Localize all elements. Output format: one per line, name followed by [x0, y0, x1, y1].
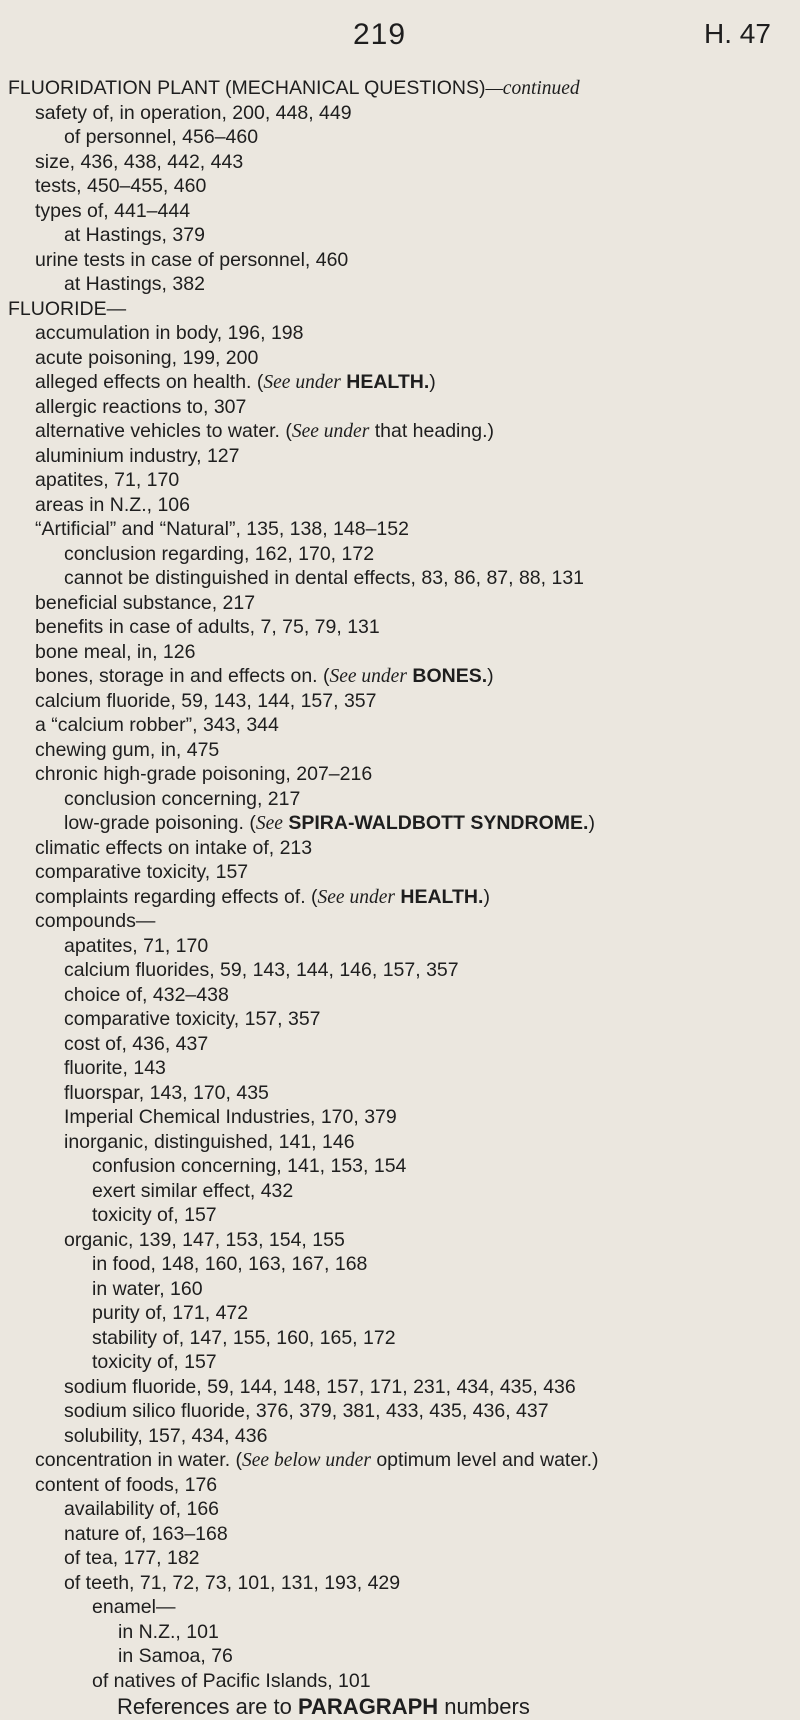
entry-text: at Hastings, 379 — [64, 224, 205, 246]
index-entry — [0, 223, 800, 248]
entry-text: in N.Z., 101 — [118, 1620, 219, 1643]
entry-text: bones, storage in and effects on. ( — [35, 665, 330, 687]
entry-text: apatites, 71, 170 — [35, 469, 180, 491]
entry-cross-reference: See under — [263, 372, 341, 393]
entry-text: availability of, 166 — [64, 1498, 220, 1520]
index-entry — [0, 1032, 800, 1057]
index-entry — [0, 958, 800, 983]
index-entry — [0, 468, 800, 493]
entry-text: conclusion regarding, 162, 170, 172 — [64, 542, 375, 565]
entry-tail: ) — [588, 812, 595, 834]
index-entry — [0, 493, 800, 518]
entry-text: cannot be distinguished in dental effects, 83, 86, 87, 88, 131 — [64, 567, 585, 589]
entry-text: complaints regarding effects of. ( — [35, 885, 318, 908]
index-entry — [0, 1571, 800, 1596]
entry-text: stability of, 147, 155, 160, 165, 172 — [92, 1326, 396, 1349]
entry-text: content of foods, 176 — [35, 1473, 218, 1496]
entry-tail: optimum level and water.) — [370, 1449, 599, 1471]
entry-heading-reference: HEALTH. — [400, 885, 484, 908]
index-entries — [0, 76, 800, 1720]
entry-text: toxicity of, 157 — [92, 1351, 217, 1373]
entry-heading-reference: SPIRA-WALDBOTT SYNDROME. — [288, 812, 589, 834]
entry-text: urine tests in case of personnel, 460 — [35, 248, 349, 271]
index-entry — [0, 1277, 800, 1302]
footer-prefix: References are to — [117, 1694, 298, 1719]
entry-text: safety of, in operation, 200, 448, 449 — [35, 101, 352, 124]
index-entry — [0, 321, 800, 346]
entry-text: compounds— — [35, 910, 156, 932]
index-entry — [0, 1669, 800, 1694]
index-entry — [0, 1105, 800, 1130]
entry-text: of personnel, 456–460 — [64, 126, 259, 148]
index-entry — [0, 689, 800, 714]
index-entry — [0, 248, 800, 273]
entry-text: beneficial substance, 217 — [35, 591, 256, 614]
entry-text: FLUORIDATION PLANT (MECHANICAL QUESTIONS) — [8, 77, 486, 99]
entry-text: purity of, 171, 472 — [92, 1302, 249, 1324]
index-entry — [0, 811, 800, 836]
index-entry — [0, 1228, 800, 1253]
entry-text: benefits in case of adults, 7, 75, 79, 131 — [35, 616, 380, 638]
entry-text: at Hastings, 382 — [64, 273, 205, 295]
entry-text: apatites, 71, 170 — [64, 934, 209, 957]
index-entry — [0, 640, 800, 665]
entry-text: cost of, 436, 437 — [64, 1032, 209, 1055]
index-entry — [0, 591, 800, 616]
index-entry — [0, 566, 800, 591]
entry-cross-reference: See — [255, 813, 283, 834]
index-entry — [0, 272, 800, 297]
entry-text: calcium fluorides, 59, 143, 144, 146, 157, 357 — [64, 959, 459, 981]
index-entry — [0, 1350, 800, 1375]
index-entry — [0, 297, 800, 322]
entry-text: low-grade poisoning. ( — [64, 812, 256, 834]
index-entry — [0, 1326, 800, 1351]
index-entry — [0, 1424, 800, 1449]
entry-text: a “calcium robber”, 343, 344 — [35, 714, 279, 736]
entry-text: of tea, 177, 182 — [64, 1547, 200, 1569]
index-entry — [0, 934, 800, 959]
entry-text: in water, 160 — [92, 1277, 203, 1300]
entry-text: chewing gum, in, 475 — [35, 738, 220, 761]
entry-tail: ) — [429, 371, 436, 393]
entry-cross-reference: See under — [317, 886, 395, 908]
index-entry — [0, 542, 800, 567]
index-entry — [0, 1522, 800, 1547]
index-entry — [0, 909, 800, 934]
index-entry — [0, 174, 800, 199]
index-entry — [0, 1595, 800, 1620]
entry-text: concentration in water. ( — [35, 1449, 243, 1471]
entry-text: sodium fluoride, 59, 144, 148, 157, 171, 231, 434, 435, 436 — [64, 1375, 576, 1398]
entry-text: of teeth, 71, 72, 73, 101, 131, 193, 429 — [64, 1571, 401, 1594]
sheet-reference: H. 47 — [704, 18, 771, 49]
entry-text: areas in N.Z., 106 — [35, 493, 190, 516]
index-entry — [0, 738, 800, 763]
entry-heading-reference: BONES. — [412, 665, 488, 687]
index-entry — [0, 1546, 800, 1571]
index-entry — [0, 1497, 800, 1522]
index-entry — [0, 395, 800, 420]
index-entry — [0, 1301, 800, 1326]
entry-text: in food, 148, 160, 163, 167, 168 — [92, 1253, 368, 1275]
entry-text: fluorspar, 143, 170, 435 — [64, 1081, 269, 1104]
index-entry — [0, 419, 800, 444]
index-entry — [0, 1081, 800, 1106]
entry-tail: that heading.) — [369, 420, 494, 442]
entry-text: of natives of Pacific Islands, 101 — [92, 1669, 371, 1692]
entry-cross-reference: See under — [329, 666, 407, 687]
entry-text: acute poisoning, 199, 200 — [35, 346, 259, 369]
index-entry — [0, 517, 800, 542]
entry-text: tests, 450–455, 460 — [35, 175, 207, 197]
entry-text: confusion concerning, 141, 153, 154 — [92, 1155, 407, 1177]
footer-suffix: numbers — [438, 1694, 530, 1719]
entry-text: types of, 441–444 — [35, 199, 191, 222]
index-entry — [0, 125, 800, 150]
index-entry — [0, 101, 800, 126]
entry-text: calcium fluoride, 59, 143, 144, 157, 357 — [35, 689, 377, 712]
index-entry — [0, 1252, 800, 1277]
index-entry — [0, 1007, 800, 1032]
entry-cross-reference: See under — [291, 421, 370, 442]
index-entry — [0, 885, 800, 910]
index-entry — [0, 1154, 800, 1179]
entry-text: allergic reactions to, 307 — [35, 395, 247, 418]
entry-text: in Samoa, 76 — [118, 1645, 233, 1667]
index-entry — [0, 615, 800, 640]
entry-text: solubility, 157, 434, 436 — [64, 1424, 268, 1447]
index-entry — [0, 346, 800, 371]
entry-cross-reference: —continued — [485, 78, 580, 99]
entry-text: alternative vehicles to water. ( — [35, 420, 292, 442]
entry-text: sodium silico fluoride, 376, 379, 381, 433, 435, 436, 437 — [64, 1400, 549, 1422]
entry-text: conclusion concerning, 217 — [64, 787, 301, 810]
page-number: 219 — [353, 18, 407, 51]
index-entry — [0, 1448, 800, 1473]
index-entry — [0, 1399, 800, 1424]
entry-text: comparative toxicity, 157, 357 — [64, 1008, 321, 1030]
index-entry — [0, 787, 800, 812]
entry-text: aluminium industry, 127 — [35, 444, 240, 467]
entry-text: toxicity of, 157 — [92, 1204, 217, 1226]
entry-text: alleged effects on health. ( — [35, 371, 264, 393]
entry-text: chronic high-grade poisoning, 207–216 — [35, 763, 373, 785]
footer-note — [0, 1695, 800, 1720]
entry-text: comparative toxicity, 157 — [35, 861, 249, 883]
index-entry — [0, 860, 800, 885]
entry-text: organic, 139, 147, 153, 154, 155 — [64, 1228, 345, 1251]
index-entry — [0, 1473, 800, 1498]
index-entry — [0, 713, 800, 738]
entry-cross-reference: See below under — [242, 1450, 371, 1471]
entry-text: inorganic, distinguished, 141, 146 — [64, 1130, 355, 1153]
entry-text: accumulation in body, 196, 198 — [35, 322, 304, 344]
entry-text: “Artificial” and “Natural”, 135, 138, 148–152 — [35, 518, 409, 540]
index-entry — [0, 664, 800, 689]
entry-text: climatic effects on intake of, 213 — [35, 836, 313, 859]
index-entry — [0, 1203, 800, 1228]
index-entry — [0, 762, 800, 787]
entry-text: Imperial Chemical Industries, 170, 379 — [64, 1106, 397, 1128]
index-entry — [0, 1056, 800, 1081]
index-entry — [0, 983, 800, 1008]
index-entry — [0, 1644, 800, 1669]
index-entry — [0, 444, 800, 469]
index-entry — [0, 1179, 800, 1204]
index-entry — [0, 1375, 800, 1400]
index-entry — [0, 370, 800, 395]
entry-tail: ) — [487, 665, 494, 687]
index-entry — [0, 150, 800, 175]
footer-emphasis: PARAGRAPH — [297, 1694, 439, 1719]
index-entry — [0, 1130, 800, 1155]
index-entry — [0, 1620, 800, 1645]
index-entry — [0, 836, 800, 861]
entry-tail: ) — [483, 885, 490, 908]
entry-text: bone meal, in, 126 — [35, 640, 196, 663]
entry-text: fluorite, 143 — [64, 1057, 166, 1079]
index-entry — [0, 76, 800, 101]
entry-text: FLUORIDE— — [8, 297, 127, 320]
entry-text: nature of, 163–168 — [64, 1522, 228, 1545]
entry-text: size, 436, 438, 442, 443 — [35, 150, 244, 173]
entry-text: choice of, 432–438 — [64, 983, 229, 1006]
index-entry — [0, 199, 800, 224]
entry-text: exert similar effect, 432 — [92, 1179, 294, 1202]
entry-heading-reference: HEALTH. — [346, 371, 430, 393]
entry-text: enamel— — [92, 1596, 176, 1618]
